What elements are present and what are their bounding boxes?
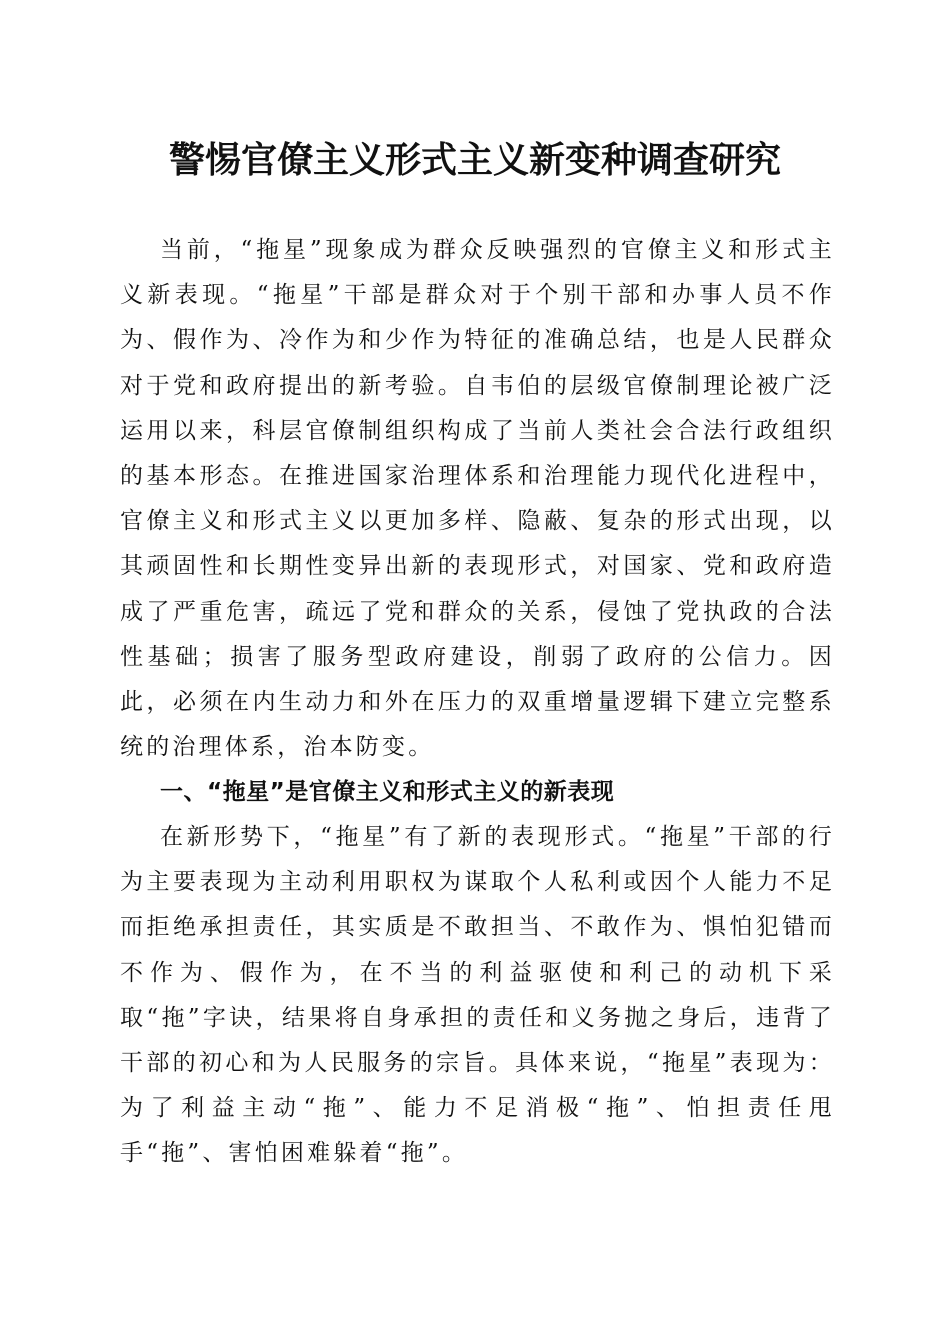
section-heading-1: 一、“拖星”是官僚主义和形式主义的新表现 xyxy=(160,779,615,805)
paragraph-section-1: 在新形势下，“拖星”有了新的表现形式。“拖星”干部的行为主要表现为主动利用职权为谋取个人私利或因个人能力不足而拒绝承担责任，其实质是不敢担当、不敢作为、惧怕犯错而不作为、假作为，在不当的利益驱使和利己的动机下采取“拖”字诀，结果将自身承担的责任和义务抛之身后，违背了干部的初心和为人民服务的宗旨。具体来说，“拖星”表现为：为了利益主动“拖”、能力不足消极“拖”、怕担责任甩手“拖”、害怕困难躲着“拖”。 xyxy=(120,824,835,1167)
paragraph-intro: 当前，“拖星”现象成为群众反映强烈的官僚主义和形式主义新表现。“拖星”干部是群众对于个别干部和办事人员不作为、假作为、冷作为和少作为特征的准确总结，也是人民群众对于党和政府提出的新考验。自韦伯的层级官僚制理论被广泛运用以来，科层官僚制组织构成了当前人类社会合法行政组织的基本形态。在推进国家治理体系和治理能力现代化进程中，官僚主义和形式主义以更加多样、隐蔽、复杂的形式出现，以其顽固性和长期性变异出新的表现形式，对国家、党和政府造成了严重危害，疏远了党和群众的关系，侵蚀了党执政的合法性基础；损害了服务型政府建设，削弱了政府的公信力。因此，必须在内生动力和外在压力的双重增量逻辑下建立完整系统的治理体系，治本防变。 xyxy=(120,237,835,761)
document-title: 警惕官僚主义形式主义新变种调查研究 xyxy=(168,139,781,181)
